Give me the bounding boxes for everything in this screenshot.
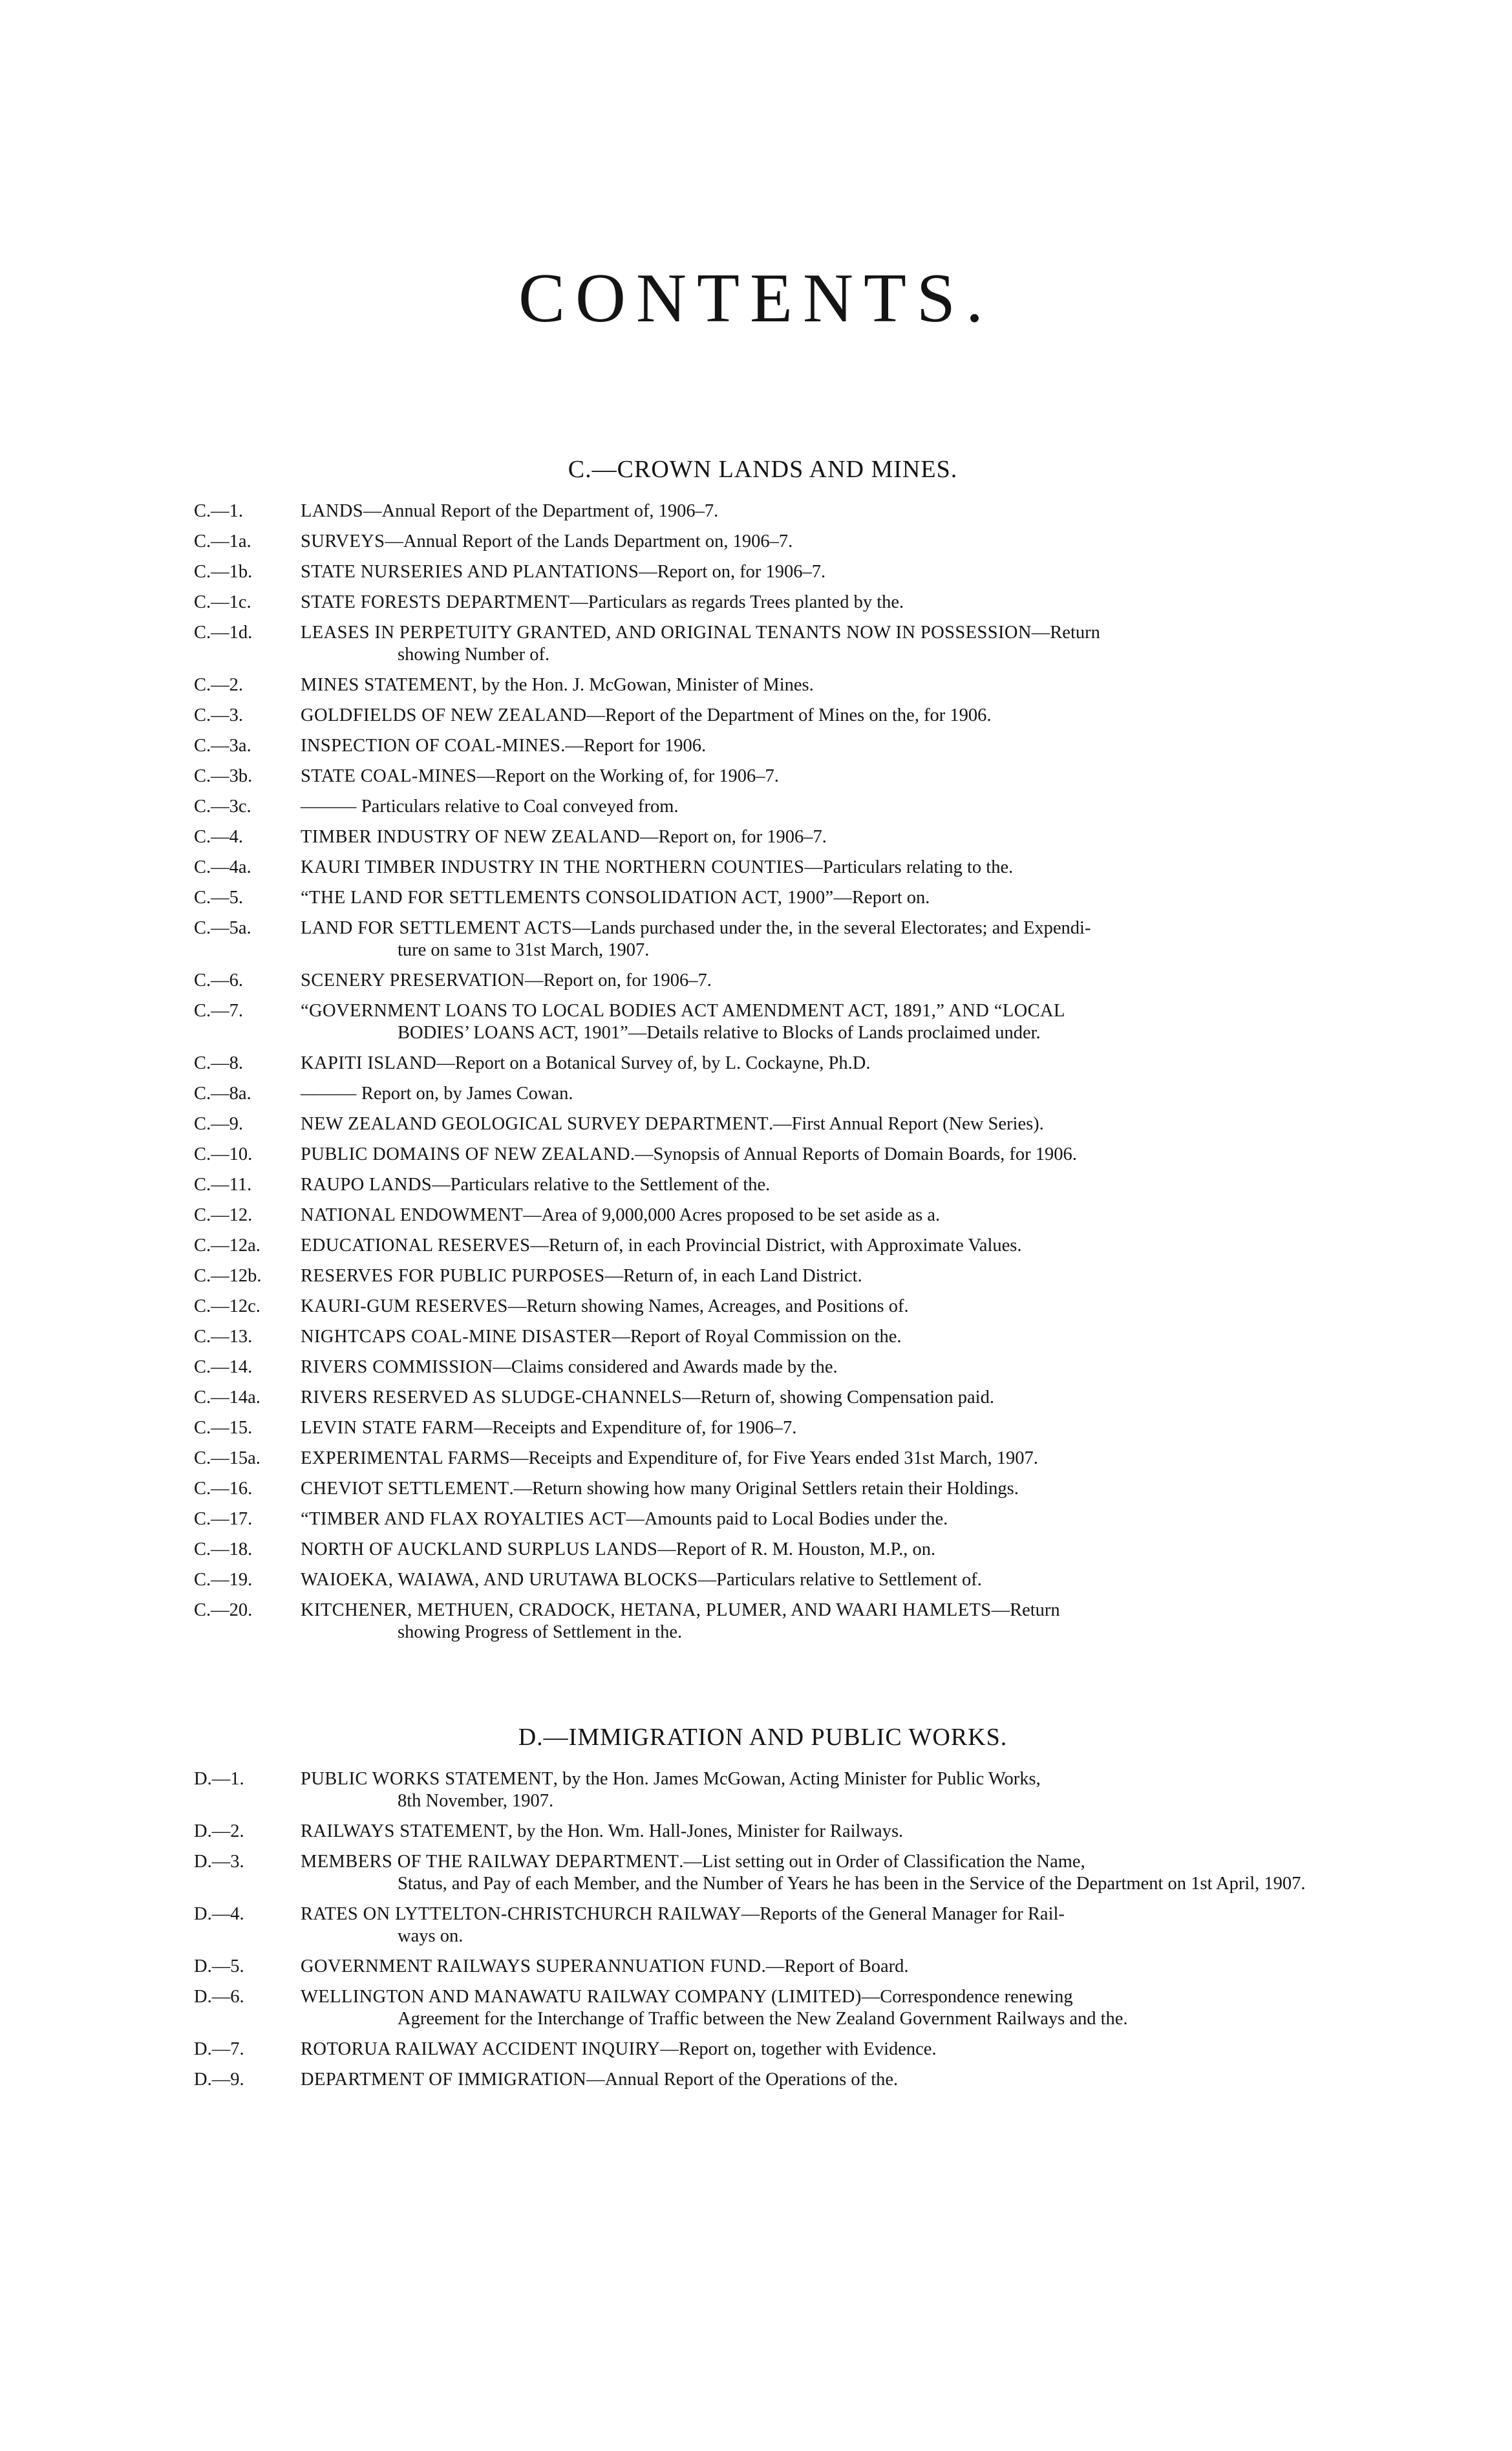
contents-entry [194, 917, 1332, 961]
contents-entry [194, 531, 1332, 553]
entry-description: —Report on a Botanical Survey of, by L. Cockayne, Ph.D. [436, 1053, 871, 1073]
entry-code: C.—5. [194, 888, 244, 908]
entry-code: D.—3. [194, 1852, 244, 1872]
entry-text [301, 1903, 1332, 1947]
contents-entry [194, 1356, 1332, 1378]
entry-code: D.—9. [194, 2070, 244, 2090]
entry-code: C.—11. [194, 1175, 252, 1195]
entry-list [194, 1768, 1332, 2091]
entry-description: —Return [1031, 623, 1100, 643]
entry-description: Particulars relative to Coal conveyed from. [356, 797, 679, 817]
entry-text [301, 1113, 1332, 1135]
contents-entry [194, 1508, 1332, 1530]
entry-text [301, 1600, 1332, 1643]
entry-description: —Report on, together with Evidence. [660, 2039, 937, 2059]
entry-text [301, 1235, 1332, 1257]
contents-entry [194, 1986, 1332, 2030]
entry-description: .—Return showing how many Original Settlers retain their Holdings. [509, 1479, 1019, 1499]
entry-continuation: ture on same to 31st March, 1907. [398, 940, 650, 960]
entry-code: D.—5. [194, 1956, 244, 1976]
entry-heading: CHEVIOT SETTLEMENT [301, 1479, 509, 1499]
entry-description: —Particulars relative to Settlement of. [697, 1570, 982, 1590]
entry-text [301, 765, 1332, 787]
entry-text [301, 1326, 1332, 1348]
entry-code: C.—17. [194, 1509, 253, 1529]
entry-heading: “TIMBER AND FLAX ROYALTIES ACT [301, 1509, 626, 1529]
entry-text [301, 1204, 1332, 1226]
entry-code: D.—6. [194, 1987, 244, 2007]
entry-text [301, 1356, 1332, 1378]
entry-description: , by the Hon. Wm. Hall-Jones, Minister for Railways. [507, 1821, 904, 1841]
entry-text [301, 1144, 1332, 1166]
entry-description: —Receipts and Expenditure of, for Five Years ended 31st March, 1907. [509, 1448, 1038, 1468]
entry-text [301, 1768, 1332, 1812]
entry-code: C.—15. [194, 1418, 253, 1438]
contents-entry [194, 1478, 1332, 1500]
entry-text [301, 531, 1332, 553]
entry-description: —Report of Royal Commission on the. [612, 1327, 902, 1347]
contents-entry [194, 1768, 1332, 1812]
entry-text [301, 1448, 1332, 1470]
entry-heading: LEVIN STATE FARM [301, 1418, 474, 1438]
entry-heading: MINES STATEMENT [301, 675, 473, 695]
entry-description: .—Synopsis of Annual Reports of Domain Boards, for 1906. [630, 1144, 1077, 1164]
entry-text [301, 1174, 1332, 1196]
entry-code: C.—3. [194, 705, 244, 725]
entry-heading: LANDS [301, 501, 364, 521]
entry-heading: NIGHTCAPS COAL-MINE DISASTER [301, 1327, 612, 1347]
entry-description: Report on, by James Cowan. [356, 1084, 573, 1104]
contents-entry [194, 857, 1332, 879]
entry-heading: “GOVERNMENT LOANS TO LOCAL BODIES ACT AMENDMENT ACT, 1891,” AND “LOCAL [301, 1001, 1065, 1021]
entry-continuation: 8th November, 1907. [398, 1791, 554, 1811]
entry-text [301, 1569, 1332, 1591]
entry-heading: LEASES IN PERPETUITY GRANTED, AND ORIGINAL TENANTS NOW IN POSSESSION [301, 623, 1032, 643]
entry-description: —Report on, for 1906–7. [525, 970, 712, 990]
contents-entry [194, 622, 1332, 666]
contents-entry [194, 1851, 1332, 1895]
entry-heading: NORTH OF AUCKLAND SURPLUS LANDS [301, 1539, 658, 1559]
entry-code: C.—1. [194, 501, 244, 521]
entry-description: —Annual Report of the Lands Department on, 1906–7. [385, 531, 793, 551]
contents-entry [194, 2069, 1332, 2091]
entry-description: —Amounts paid to Local Bodies under the. [626, 1509, 948, 1529]
entry-code: C.—2. [194, 675, 244, 695]
entry-text [301, 1000, 1332, 1044]
entry-description: —Report on, for 1906–7. [640, 827, 827, 847]
entry-heading: RESERVES FOR PUBLIC PURPOSES [301, 1266, 605, 1286]
contents-entry [194, 561, 1332, 583]
entry-text [301, 1417, 1332, 1439]
entry-code: C.—12b. [194, 1266, 262, 1286]
entry-continuation: showing Progress of Settlement in the. [398, 1622, 683, 1642]
entry-heading: MEMBERS OF THE RAILWAY DEPARTMENT [301, 1852, 679, 1872]
entry-heading: NEW ZEALAND GEOLOGICAL SURVEY DEPARTMENT [301, 1114, 769, 1134]
entry-text [301, 917, 1332, 961]
entry-code: C.—12a. [194, 1236, 261, 1256]
entry-text [301, 705, 1332, 727]
entry-description: —Return showing Names, Acreages, and Positions of. [507, 1296, 909, 1316]
contents-entry [194, 1448, 1332, 1470]
contents-entry [194, 1265, 1332, 1287]
contents-entry [194, 796, 1332, 818]
entry-heading: GOVERNMENT RAILWAYS SUPERANNUATION FUND [301, 1956, 761, 1976]
entry-code: C.—14a. [194, 1387, 261, 1407]
entry-description: —Return of, in each Land District. [604, 1266, 862, 1286]
entry-heading: SURVEYS [301, 531, 385, 551]
entry-text [301, 1083, 1332, 1105]
entry-code: C.—12. [194, 1205, 253, 1225]
entry-code: C.—1d. [194, 623, 253, 643]
contents-entry [194, 1569, 1332, 1591]
section-heading: D.—IMMIGRATION AND PUBLIC WORKS. [518, 1724, 1008, 1751]
entry-description: .—Report for 1906. [560, 736, 707, 756]
entry-text [301, 2039, 1332, 2060]
entry-description: —Report on the Working of, for 1906–7. [476, 766, 779, 786]
entry-heading: INSPECTION OF COAL-MINES [301, 736, 561, 756]
entry-text [301, 970, 1332, 992]
entry-heading: KAPITI ISLAND [301, 1053, 437, 1073]
entry-text [301, 1387, 1332, 1409]
contents-entry [194, 500, 1332, 522]
entry-code: D.—7. [194, 2039, 244, 2059]
entry-description: —Return [991, 1600, 1060, 1620]
entry-text [301, 887, 1332, 909]
entry-text [301, 1956, 1332, 1978]
entry-code: D.—1. [194, 1769, 244, 1789]
contents-entry [194, 705, 1332, 727]
entry-heading: ROTORUA RAILWAY ACCIDENT INQUIRY [301, 2039, 661, 2059]
entry-description: —Particulars as regards Trees planted by the. [570, 592, 904, 612]
entry-heading: SCENERY PRESERVATION [301, 970, 525, 990]
entry-code: C.—18. [194, 1539, 253, 1559]
entry-code: C.—13. [194, 1327, 253, 1347]
entry-description: —Claims considered and Awards made by the. [493, 1357, 838, 1377]
section-crown-lands [194, 455, 1332, 1652]
entry-heading: “THE LAND FOR SETTLEMENTS CONSOLIDATION ACT, 1900” [301, 888, 834, 908]
entry-text [301, 1053, 1332, 1075]
entry-text [301, 826, 1332, 848]
entry-description: —Area of 9,000,000 Acres proposed to be set aside as a. [523, 1205, 941, 1225]
entry-heading: EDUCATIONAL RESERVES [301, 1236, 531, 1256]
entry-description: , by the Hon. J. McGowan, Minister of Mines. [472, 675, 814, 695]
contents-entry [194, 2039, 1332, 2060]
entry-list [194, 500, 1332, 1643]
entry-code: C.—6. [194, 970, 244, 990]
entry-description: —Particulars relative to the Settlement of the. [432, 1175, 771, 1195]
contents-entry [194, 1539, 1332, 1561]
contents-entry [194, 1387, 1332, 1409]
entry-description: —Reports of the General Manager for Rail- [741, 1904, 1065, 1924]
entry-continuation: showing Number of. [398, 645, 550, 665]
entry-code: C.—15a. [194, 1448, 261, 1468]
contents-entry [194, 887, 1332, 909]
contents-entry [194, 1000, 1332, 1044]
entry-code: D.—2. [194, 1821, 244, 1841]
entry-heading: RATES ON LYTTELTON-CHRISTCHURCH RAILWAY [301, 1904, 741, 1924]
entry-code: C.—10. [194, 1144, 253, 1164]
entry-code: C.—5a. [194, 918, 251, 938]
entry-heading: EXPERIMENTAL FARMS [301, 1448, 510, 1468]
entry-description: —Report on. [833, 888, 930, 908]
contents-entry [194, 1821, 1332, 1843]
entry-description: —Particulars relating to the. [804, 857, 1014, 877]
entry-heading: STATE COAL-MINES [301, 766, 477, 786]
entry-text [301, 622, 1332, 666]
entry-text [301, 1539, 1332, 1561]
entry-heading: RAILWAYS STATEMENT [301, 1821, 508, 1841]
entry-code: C.—20. [194, 1600, 253, 1620]
entry-code: C.—1c. [194, 592, 251, 612]
entry-description: —Report on, for 1906–7. [639, 562, 826, 582]
entry-code: C.—3b. [194, 766, 253, 786]
entry-text [301, 1296, 1332, 1318]
entry-text [301, 735, 1332, 757]
entry-continuation: Agreement for the Interchange of Traffic between the New Zealand Government Railways and the. [398, 2009, 1128, 2029]
entry-heading: RIVERS COMMISSION [301, 1357, 493, 1377]
entry-text [301, 1851, 1332, 1895]
entry-code: C.—9. [194, 1114, 244, 1134]
entry-code: C.—3c. [194, 797, 251, 817]
entry-heading: WELLINGTON AND MANAWATU RAILWAY COMPANY (LIMITED) [301, 1987, 862, 2007]
contents-entry [194, 1296, 1332, 1318]
entry-code: C.—14. [194, 1357, 253, 1377]
entry-description: —Return of, in each Provincial District, with Approximate Values. [530, 1236, 1022, 1256]
entry-heading: KAURI-GUM RESERVES [301, 1296, 508, 1316]
entry-heading: PUBLIC WORKS STATEMENT [301, 1769, 553, 1789]
entry-code: C.—1b. [194, 562, 253, 582]
entry-heading: NATIONAL ENDOWMENT [301, 1205, 524, 1225]
contents-entry [194, 1235, 1332, 1257]
entry-text [301, 592, 1332, 614]
entry-code: C.—3a. [194, 736, 251, 756]
entry-text [301, 1478, 1332, 1500]
contents-entry [194, 1326, 1332, 1348]
entry-description: , by the Hon. James McGowan, Acting Minister for Public Works, [553, 1769, 1041, 1789]
entry-description: —Report of R. M. Houston, M.P., on. [657, 1539, 936, 1559]
entry-continuation: ways on. [398, 1926, 463, 1946]
entry-description: —Receipts and Expenditure of, for 1906–7. [474, 1418, 797, 1438]
entry-text [301, 796, 1332, 818]
entry-heading: KITCHENER, METHUEN, CRADOCK, HETANA, PLUMER, AND WAARI HAMLETS [301, 1600, 992, 1620]
entry-heading: ——— [301, 797, 357, 817]
section-immigration [194, 1723, 1332, 2099]
entry-heading: RIVERS RESERVED AS SLUDGE-CHANNELS [301, 1387, 683, 1407]
entry-continuation: BODIES’ LOANS ACT, 1901”—Details relative to Blocks of Lands proclaimed under. [398, 1023, 1041, 1043]
entry-heading: STATE FORESTS DEPARTMENT [301, 592, 570, 612]
contents-entry [194, 970, 1332, 992]
entry-text [301, 1986, 1332, 2030]
contents-entry [194, 765, 1332, 787]
entry-code: C.—1a. [194, 531, 251, 551]
entry-description: .—First Annual Report (New Series). [768, 1114, 1044, 1134]
entry-description: —Lands purchased under the, in the several Electorates; and Expendi- [571, 918, 1091, 938]
contents-entry [194, 1903, 1332, 1947]
contents-entry [194, 1113, 1332, 1135]
contents-entry [194, 1204, 1332, 1226]
entry-description: —Return of, showing Compensation paid. [682, 1387, 994, 1407]
entry-heading: GOLDFIELDS OF NEW ZEALAND [301, 705, 587, 725]
entry-description: —Annual Report of the Department of, 1906–7. [363, 501, 719, 521]
entry-text [301, 1508, 1332, 1530]
entry-text [301, 500, 1332, 522]
entry-code: C.—7. [194, 1001, 244, 1021]
entry-heading: PUBLIC DOMAINS OF NEW ZEALAND [301, 1144, 630, 1164]
entry-code: C.—12c. [194, 1296, 261, 1316]
entry-text [301, 561, 1332, 583]
entry-text [301, 2069, 1332, 2091]
contents-entry [194, 1956, 1332, 1978]
contents-entry [194, 1144, 1332, 1166]
contents-entry [194, 674, 1332, 696]
contents-entry [194, 1600, 1332, 1643]
entry-description: —Correspondence renewing [861, 1987, 1073, 2007]
entry-heading: WAIOEKA, WAIAWA, AND URUTAWA BLOCKS [301, 1570, 698, 1590]
entry-description: .—List setting out in Order of Classification the Name, [679, 1852, 1085, 1872]
entry-description: —Annual Report of the Operations of the. [586, 2070, 899, 2090]
entry-heading: RAUPO LANDS [301, 1175, 432, 1195]
entry-code: C.—8. [194, 1053, 244, 1073]
entry-heading: TIMBER INDUSTRY OF NEW ZEALAND [301, 827, 640, 847]
entry-code: C.—16. [194, 1479, 253, 1499]
entry-heading: STATE NURSERIES AND PLANTATIONS [301, 562, 639, 582]
entry-code: C.—4. [194, 827, 244, 847]
entry-code: C.—19. [194, 1570, 253, 1590]
entry-text [301, 1821, 1332, 1843]
entry-heading: ——— [301, 1084, 357, 1104]
contents-entry [194, 1083, 1332, 1105]
entry-text [301, 674, 1332, 696]
page-title: CONTENTS. [518, 260, 994, 337]
entry-continuation: Status, and Pay of each Member, and the Number of Years he has been in the Service of the Department on 1st April, 1907. [398, 1874, 1306, 1894]
contents-entry [194, 1417, 1332, 1439]
entry-code: D.—4. [194, 1904, 244, 1924]
entry-code: C.—8a. [194, 1084, 251, 1104]
contents-entry [194, 592, 1332, 614]
entry-text [301, 857, 1332, 879]
entry-description: —Report of the Department of Mines on the, for 1906. [586, 705, 992, 725]
contents-entry [194, 735, 1332, 757]
contents-entry [194, 1174, 1332, 1196]
section-heading: C.—CROWN LANDS AND MINES. [568, 456, 958, 483]
entry-heading: KAURI TIMBER INDUSTRY IN THE NORTHERN COUNTIES [301, 857, 805, 877]
entry-heading: DEPARTMENT OF IMMIGRATION [301, 2070, 587, 2090]
entry-code: C.—4a. [194, 857, 251, 877]
contents-entry [194, 1053, 1332, 1075]
entry-text [301, 1265, 1332, 1287]
entry-heading: LAND FOR SETTLEMENT ACTS [301, 918, 572, 938]
entry-description: .—Report of Board. [761, 1956, 909, 1976]
contents-entry [194, 826, 1332, 848]
